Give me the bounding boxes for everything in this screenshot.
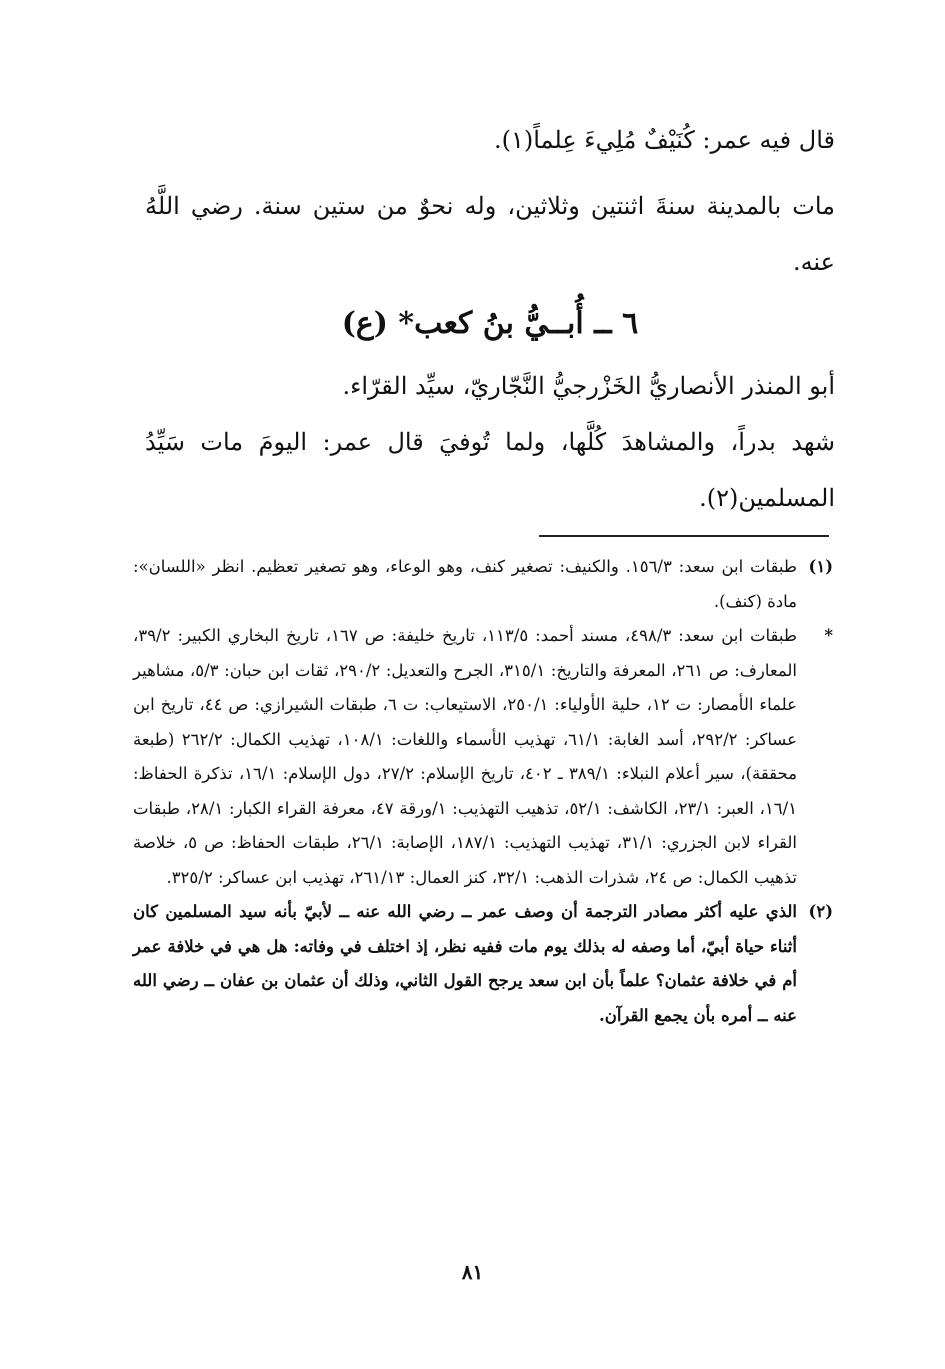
- paragraph-badr: شهد بدراً، والمشاهدَ كُلَّها، ولما تُوفيَ قال عمر: اليومَ مات سَيِّدُ المسلمين(٢).: [145, 428, 835, 512]
- footnote-marker: (١): [808, 557, 833, 576]
- main-text: [145, 112, 835, 526]
- paragraph-kunayf: قال فيه عمر: كُنَيْفٌ مُلِيءَ عِلماً(١).: [493, 126, 835, 154]
- footnote-text: الذي عليه أكثر مصادر الترجمة أن وصف عمر ــ رضي الله عنه ــ لأبيّ بأنه سيد المسلمين كان أثناء حياة أبيّ، أما وصفه له بذلك يوم مات ففيه نظر، إذ اختلف في وفاته: هل هي في خلافة عمر أم في خلافة عثمان؟ علماً بأن ابن سعد يرجح القول الثاني، وذلك أن عثمان بن عفان ــ رضي الله عنه ــ أمره بأن يجمع القرآن.: [133, 902, 797, 1025]
- footnote-text: طبقات ابن سعد: ١٥٦/٣. والكنيف: تصغير كنف، وهو الوعاء، وهو تصغير تعظيم. انظر «اللسان»: مادة (كنف).: [133, 557, 797, 611]
- footnotes: [133, 550, 833, 1033]
- entry-heading: ٦ ــ أُبــيُّ بنُ كعب* (ع): [341, 306, 639, 341]
- paragraph-death: مات بالمدينة سنةَ اثنتين وثلاثين، وله نحوٌ من ستين سنة. رضي اللَّهُ عنه.: [145, 192, 835, 276]
- footnote-2: [133, 895, 833, 1033]
- footnote-marker: (٢): [808, 902, 833, 921]
- footnote-marker: *: [824, 626, 833, 645]
- page-number: ٨١: [461, 1260, 484, 1284]
- paragraph-kunya: أبو المنذر الأنصاريُّ الخَزْرجيُّ النَّجّاريّ، سيِّد القرّاء.: [342, 372, 835, 400]
- footnote-1: [133, 550, 833, 619]
- footnote-separator: [539, 535, 829, 537]
- footnote-sources: [133, 619, 833, 895]
- footnote-text: طبقات ابن سعد: ٤٩٨/٣، مسند أحمد: ١١٣/٥، تاريخ خليفة: ص ١٦٧، تاريخ البخاري الكبير: ٣٩/٢، المعارف: ص ٢٦١، المعرفة والتاريخ: ٣١٥/١، الجرح والتعديل: ٢٩٠/٢، ثقات ابن حبان: ٥/٣، مشاهير علماء الأمصار: ت ١٢، حلية الأولياء: ٢٥٠/١، الاستيعاب: ت ٦، طبقات الشيرازي: ص ٤٤، تاريخ ابن عساكر: ٢٩٢/٢، أسد الغابة: ٦١/١، تهذيب الأسماء واللغات: ١٠٨/١، تهذيب الكمال: ٢٦٢/٢ (طبعة محققة)، سير أعلام النبلاء: ٣٨٩/١ ـ ٤٠٢، تاريخ الإسلام: ٢٧/٢، دول الإسلام: ١٦/١، تذكرة الحفاظ: ١٦/١، العبر: ٢٣/١، الكاشف: ٥٢/١، تذهيب التهذيب: ١/ورقة ٤٧، معرفة القراء الكبار: ٢٨/١، طبقات القراء لابن الجزري: ٣١/١، تهذيب التهذيب: ١٨٧/١، الإصابة: ٢٦/١، طبقات الحفاظ: ص ٥، خلاصة تذهيب الكمال: ص ٢٤، شذرات الذهب: ٣٢/١، كنز العمال: ٢٦١/١٣، تهذيب ابن عساكر: ٣٢٥/٢.: [133, 626, 798, 887]
